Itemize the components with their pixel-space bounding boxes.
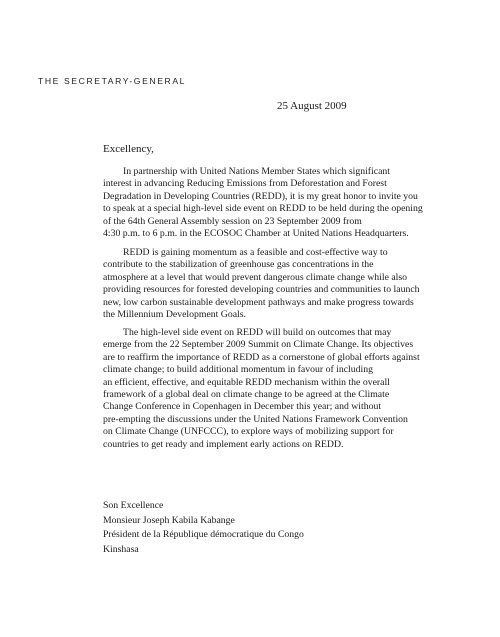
paragraph-line: countries to get ready and implement early actions on REDD. [103, 438, 344, 450]
addressee-line: Monsieur Joseph Kabila Kabange [103, 514, 235, 526]
paragraph-line: pre-empting the discussions under the United Nations Framework Convention [103, 413, 408, 425]
addressee-line: Kinshasa [103, 543, 139, 555]
paragraph-line: atmosphere at a level that would prevent dangerous climate change while also [103, 271, 408, 283]
paragraph-line: REDD is gaining momentum as a feasible and cost-effective way to [123, 247, 388, 258]
body-paragraph-2 [103, 247, 420, 321]
paragraph-line: interest in advancing Reducing Emissions from Deforestation and Forest [103, 178, 387, 190]
letter-date: 25 August 2009 [277, 100, 347, 112]
addressee-line: Président de la République démocratique du Congo [103, 529, 304, 541]
paragraph-line: emerge from the 22 September 2009 Summit on Climate Change. Its objectives [103, 339, 414, 351]
paragraph-line: climate change; to build additional momentum in favour of including [103, 364, 373, 376]
paragraph-line: In partnership with United Nations Member States which significant [123, 166, 390, 177]
body-paragraph-1 [103, 166, 423, 240]
body-paragraph-3 [103, 327, 420, 451]
paragraph-line: an efficient, effective, and equitable REDD mechanism within the overall [103, 376, 390, 388]
letterhead: THE SECRETARY-GENERAL [38, 76, 187, 86]
salutation: Excellency, [103, 143, 154, 155]
paragraph-line: on Climate Change (UNFCCC), to explore ways of mobilizing support for [103, 426, 394, 438]
paragraph-line: to speak at a special high-level side event on REDD to be held during the opening [103, 203, 423, 215]
paragraph-line: of the 64th General Assembly session on 23 September 2009 from [103, 215, 362, 227]
paragraph-line: framework of a global deal on climate change to be agreed at the Climate [103, 389, 390, 401]
paragraph-line: The high-level side event on REDD will build on outcomes that may [123, 327, 392, 338]
paragraph-line: Change Conference in Copenhagen in December this year; and without [103, 401, 382, 413]
addressee-block [103, 499, 304, 557]
paragraph-line: providing resources for forested developing countries and communities to launch [103, 284, 420, 296]
paragraph-line: 4:30 p.m. to 6 p.m. in the ECOSOC Chamber at United Nations Headquarters. [103, 228, 409, 240]
paragraph-line: are to reaffirm the importance of REDD as a cornerstone of global efforts against [103, 351, 420, 363]
paragraph-line: the Millennium Development Goals. [103, 309, 246, 321]
paragraph-line: Degradation in Developing Countries (REDD), it is my great honor to invite you [103, 190, 418, 202]
paragraph-line: new, low carbon sustainable development pathways and make progress towards [103, 296, 414, 308]
addressee-line: Son Excellence [103, 500, 164, 511]
paragraph-line: contribute to the stabilization of greenhouse gas concentrations in the [103, 259, 374, 271]
